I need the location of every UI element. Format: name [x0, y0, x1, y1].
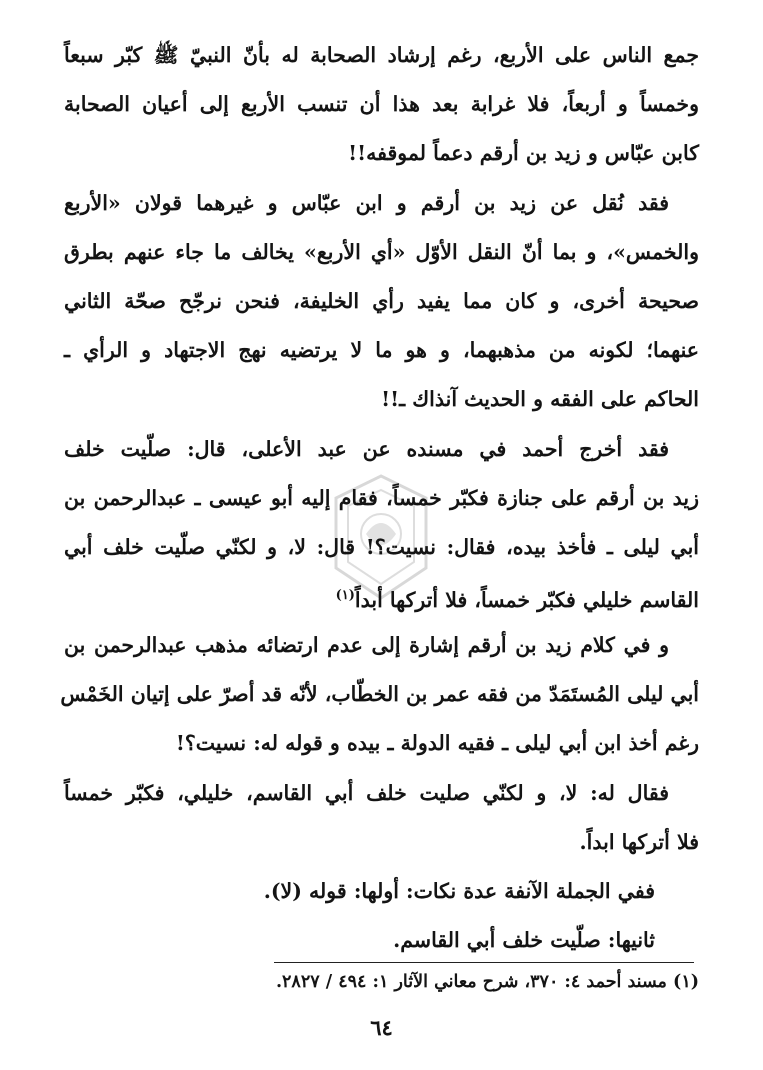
footnote-divider — [274, 962, 694, 963]
text-line-7: عنهما؛ لكونه من مذهبهما، و هو ما لا يرتضيه نهج الاجتهاد و الرأي ـ — [64, 338, 699, 362]
text-line-2: وخمساً و أربعاً، فلا غرابة بعد هذا أن تنسب الأربع إلى أعيان الصحابة — [64, 92, 699, 116]
text-line-14: أبي ليلى المُستَمَدّ من فقه عمر بن الخطّاب، لأنّه قد أصرّ على إتيان الخَمْس — [60, 682, 699, 706]
text-line-12-body: القاسم خليلي فكبّر خمساً، فلا أتركها أبداً — [354, 587, 699, 612]
text-line-9: فقد أخرج أحمد في مسنده عن عبد الأعلى، قال: صلّيت خلف — [64, 437, 669, 461]
text-line-13: و في كلام زيد بن أرقم إشارة إلى عدم ارتضائه مذهب عبدالرحمن بن — [64, 633, 669, 657]
text-line-8: الحاكم على الفقه و الحديث آنذاك ـ!! — [381, 387, 699, 411]
text-line-5: والخمس»، و بما أنّ النقل الأوّل «أي الأربع» يخالف ما جاء عنهم بطرق — [64, 240, 699, 264]
text-line-18: ففي الجملة الآنفة عدة نكات: أولها: قوله (لا). — [263, 879, 655, 903]
text-line-15: رغم أخذ ابن أبي ليلى ـ فقيه الدولة ـ بيده و قوله له: نسيت؟! — [175, 731, 699, 755]
footnote-text: (١) مسند أحمد ٤: ٣٧٠، شرح معاني الآثار ١: ٤٩٤ / ٢٨٢٧. — [275, 972, 699, 992]
footnote-reference[interactable]: (١) — [335, 588, 355, 603]
text-line-16: فقال له: لا، و لكنّي صليت خلف أبي القاسم، خليلي، فكبّر خمساً — [64, 781, 669, 805]
text-line-1: جمع الناس على الأربع، رغم إرشاد الصحابة له بأنّ النبيّ ﷺ كبّر سبعاً — [64, 43, 699, 67]
text-line-11: أبي ليلى ـ فأخذ بيده، فقال: نسيت؟! قال: لا، و لكنّي صلّيت خلف أبي — [64, 535, 699, 559]
text-line-3: كابن عبّاس و زيد بن أرقم دعماً لموقفه!! — [348, 141, 699, 165]
text-line-12 — [336, 583, 699, 613]
text-line-6: صحيحة أخرى، و كان مما يفيد رأي الخليفة، فنحن نرجّح صحّة الثاني — [64, 289, 699, 313]
page-number: ٦٤ — [370, 1015, 393, 1040]
text-line-4: فقد نُقل عن زيد بن أرقم و ابن عبّاس و غيرهما قولان «الأربع — [64, 191, 669, 215]
text-line-19: ثانيها: صلّيت خلف أبي القاسم. — [393, 928, 655, 952]
text-line-17: فلا أتركها ابداً. — [579, 830, 699, 854]
text-line-10: زيد بن أرقم على جنازة فكبّر خمساً، فقام إليه أبو عيسى ـ عبدالرحمن بن — [64, 486, 699, 510]
